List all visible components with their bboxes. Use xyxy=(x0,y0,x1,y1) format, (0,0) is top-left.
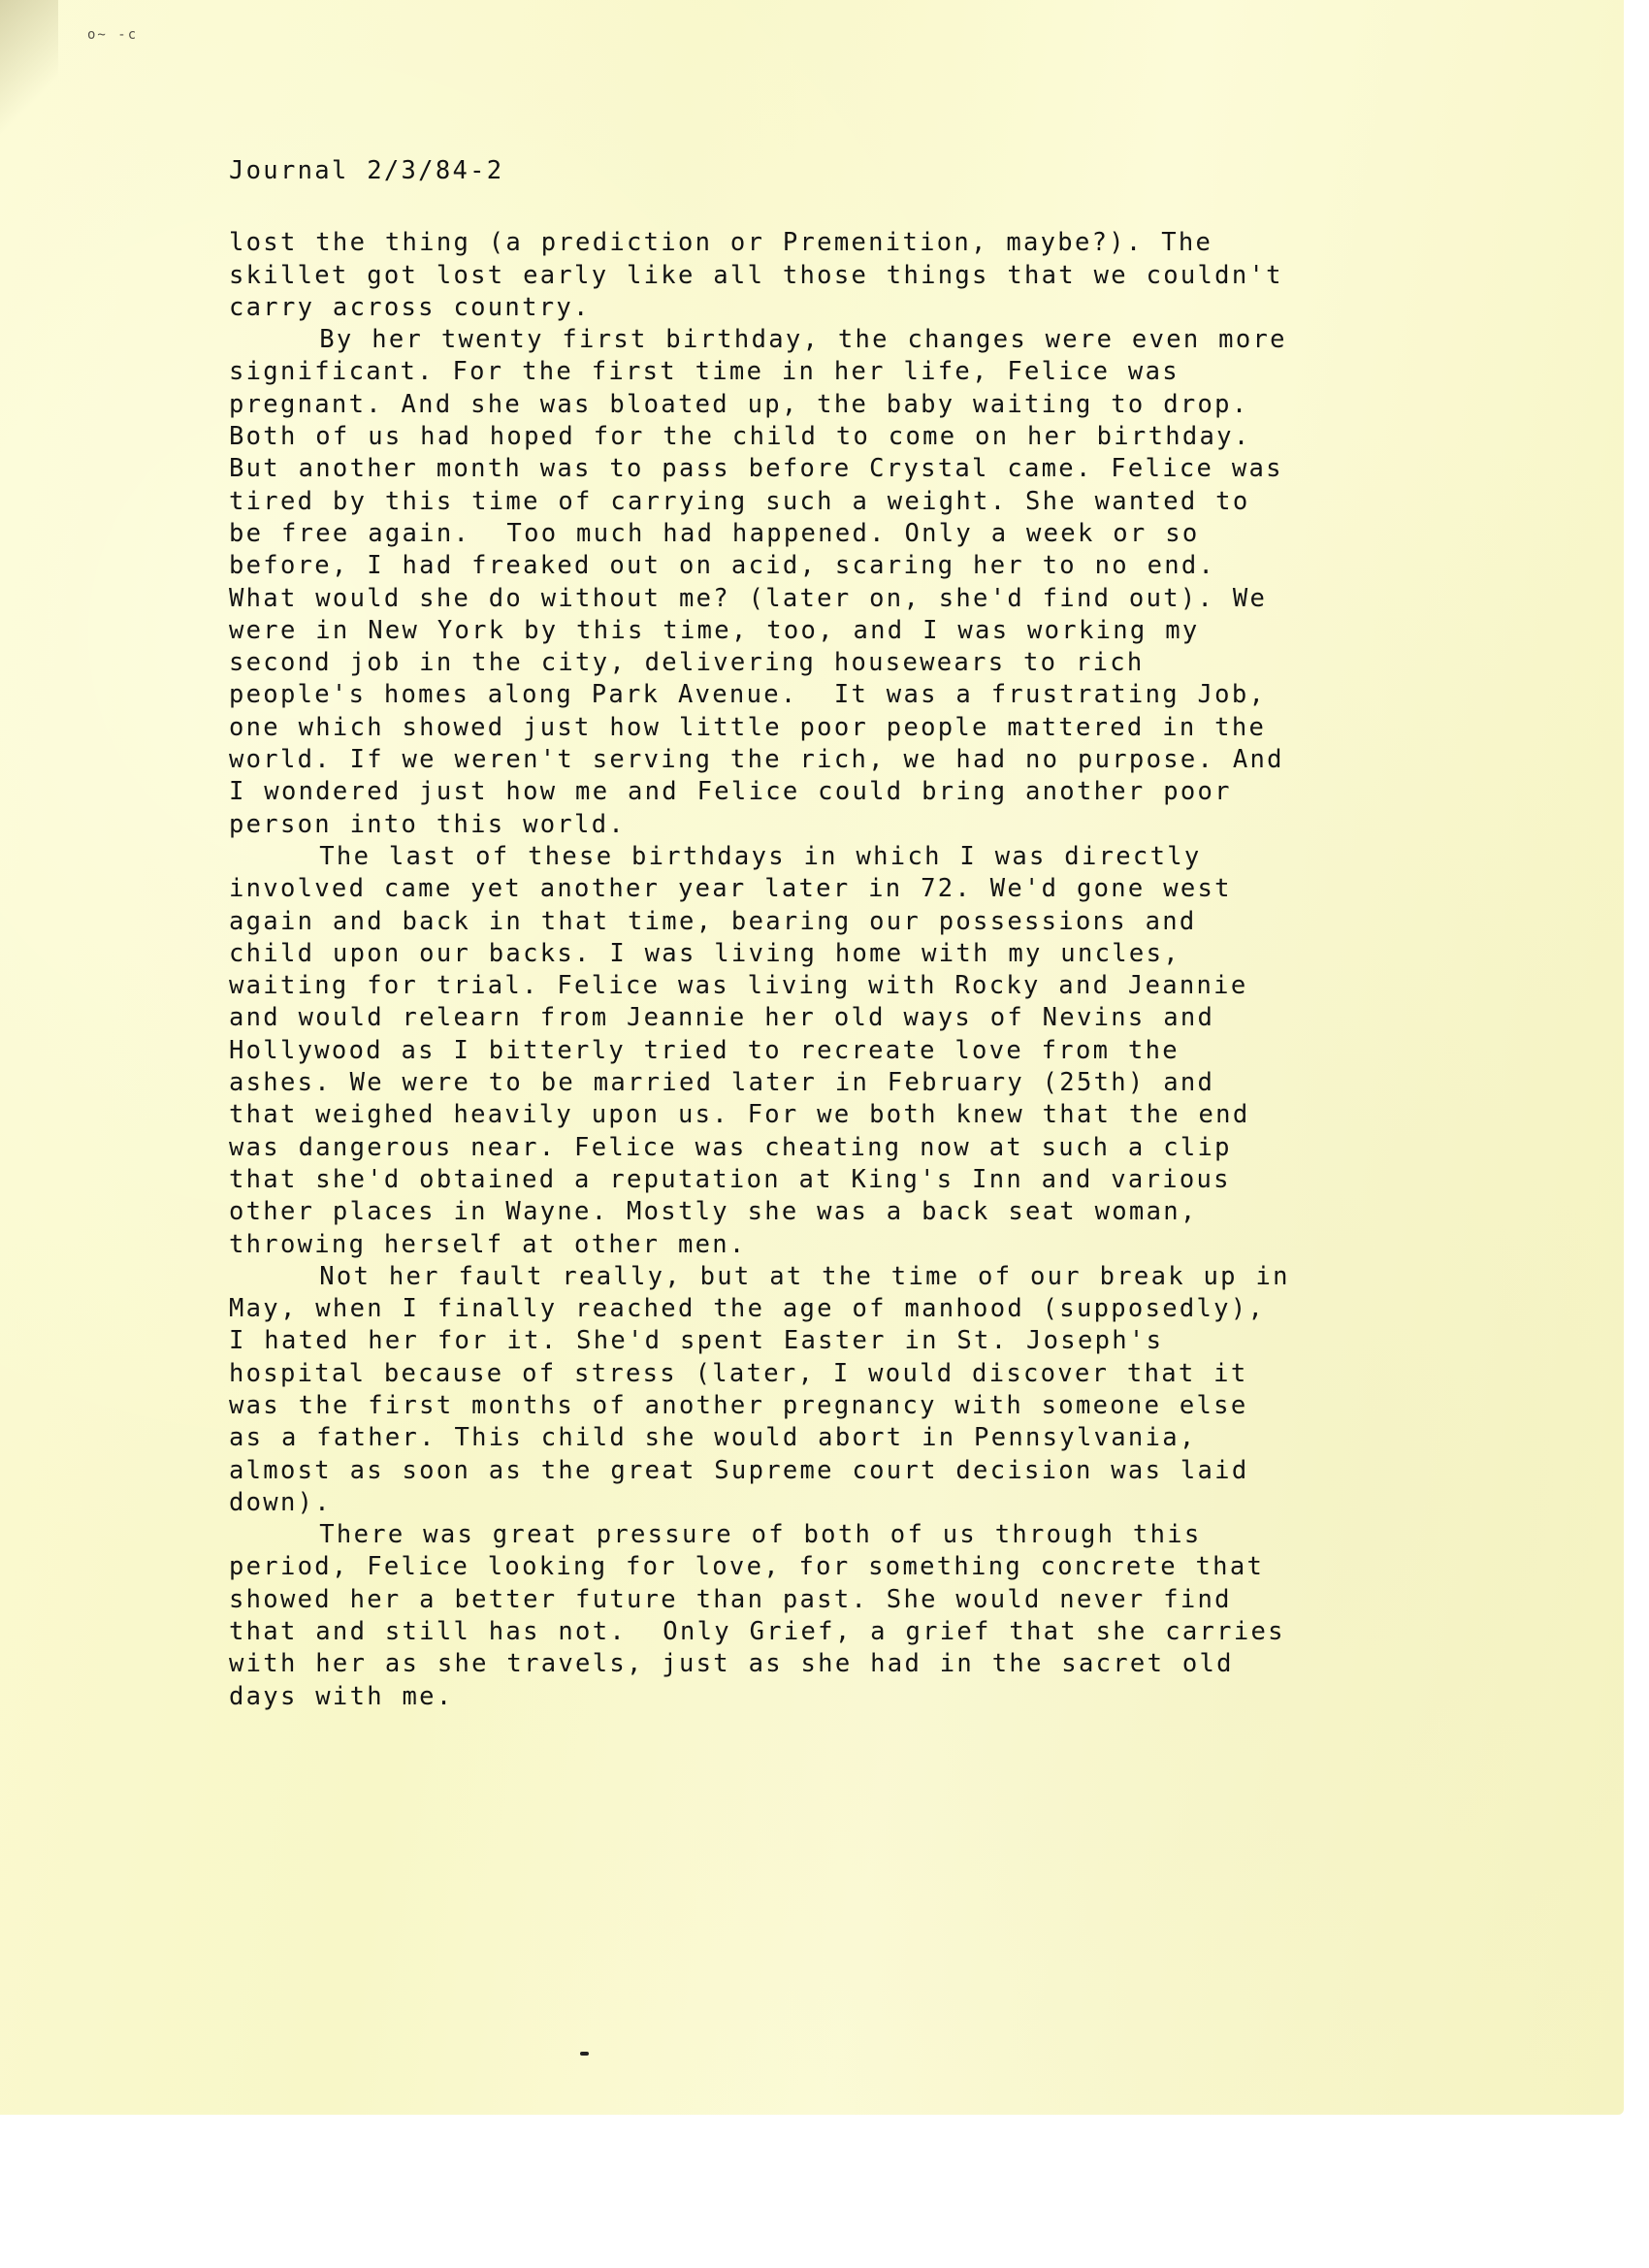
text-line: involved came yet another year later in 72. We'd gone west xyxy=(229,874,1232,904)
text-line: world. If we weren't serving the rich, we had no purpose. And xyxy=(229,745,1284,775)
text-line: lost the thing (a prediction or Premenition, maybe?). The xyxy=(229,228,1213,258)
corner-mark: o~ -c xyxy=(87,27,139,43)
text-line: What would she do without me? (later on, she'd find out). We xyxy=(229,583,1268,613)
text-line: down). xyxy=(229,1487,332,1517)
text-line: carry across country. xyxy=(229,292,591,322)
text-line: be free again. Too much had happened. Only a week or so xyxy=(229,518,1200,548)
text-line: But another month was to pass before Crystal came. Felice was xyxy=(229,454,1283,484)
text-line: ashes. We were to be married later in February (25th) and xyxy=(229,1068,1215,1098)
text-line: one which showed just how little poor people mattered in the xyxy=(229,712,1267,742)
text-line: May, when I finally reached the age of manhood (supposedly), xyxy=(229,1294,1266,1324)
text-line: days with me. xyxy=(229,1681,454,1711)
text-line: that she'd obtained a reputation at King's Inn and various xyxy=(229,1164,1231,1194)
text-line: was dangerous near. Felice was cheating now at such a clip xyxy=(229,1132,1232,1162)
text-line: The last of these birthdays in which I was directly xyxy=(229,841,1202,871)
text-line: as a father. This child she would abort in Pennsylvania, xyxy=(229,1423,1197,1453)
text-line: second job in the city, delivering housewears to rich xyxy=(229,648,1145,678)
journal-heading: Journal 2/3/84-2 xyxy=(229,156,504,185)
stray-ink-mark xyxy=(580,2052,589,2056)
text-line: child upon our backs. I was living home with my uncles, xyxy=(229,938,1180,968)
text-line: almost as soon as the great Supreme court decision was laid xyxy=(229,1455,1249,1485)
text-line: significant. For the first time in her life, Felice was xyxy=(229,357,1180,387)
journal-text xyxy=(229,155,1432,1713)
text-line: hospital because of stress (later, I would discover that it xyxy=(229,1358,1248,1388)
text-line: showed her a better future than past. She would never find xyxy=(229,1584,1232,1614)
text-line: period, Felice looking for love, for something concrete that xyxy=(229,1552,1265,1582)
text-line: people's homes along Park Avenue. It was a frustrating Job, xyxy=(229,680,1267,710)
text-line: There was great pressure of both of us through this xyxy=(229,1520,1202,1550)
paper-corner-shadow xyxy=(0,0,58,136)
text-line: person into this world. xyxy=(229,809,627,839)
text-line: skillet got lost early like all those things that we couldn't xyxy=(229,260,1283,290)
text-line: Not her fault really, but at the time of our break up in xyxy=(229,1261,1290,1291)
text-line: with her as she travels, just as she had in the sacret old xyxy=(229,1649,1234,1679)
text-line: tired by this time of carrying such a weight. She wanted to xyxy=(229,486,1250,516)
text-line: before, I had freaked out on acid, scaring her to no end. xyxy=(229,551,1216,581)
text-line: By her twenty first birthday, the changes were even more xyxy=(229,325,1287,355)
text-line: I wondered just how me and Felice could bring another poor xyxy=(229,777,1232,807)
text-line: throwing herself at other men. xyxy=(229,1229,747,1259)
text-line: was the first months of another pregnancy with someone else xyxy=(229,1390,1248,1420)
text-line: other places in Wayne. Mostly she was a back seat woman, xyxy=(229,1197,1198,1227)
text-line: pregnant. And she was bloated up, the baby waiting to drop. xyxy=(229,389,1249,419)
text-line: and would relearn from Jeannie her old ways of Nevins and xyxy=(229,1003,1215,1033)
text-line: that and still has not. Only Grief, a grief that she carries xyxy=(229,1617,1285,1647)
text-line: Both of us had hoped for the child to come on her birthday. xyxy=(229,422,1251,452)
text-line: I hated her for it. She'd spent Easter in St. Joseph's xyxy=(229,1326,1164,1356)
text-line: were in New York by this time, too, and I was working my xyxy=(229,615,1200,645)
text-line: again and back in that time, bearing our possessions and xyxy=(229,906,1197,936)
text-line: Hollywood as I bitterly tried to recreate love from the xyxy=(229,1035,1180,1065)
text-line: waiting for trial. Felice was living with Rocky and Jeannie xyxy=(229,971,1248,1001)
text-line: that weighed heavily upon us. For we both knew that the end xyxy=(229,1100,1250,1130)
journal-body xyxy=(229,227,1432,1713)
